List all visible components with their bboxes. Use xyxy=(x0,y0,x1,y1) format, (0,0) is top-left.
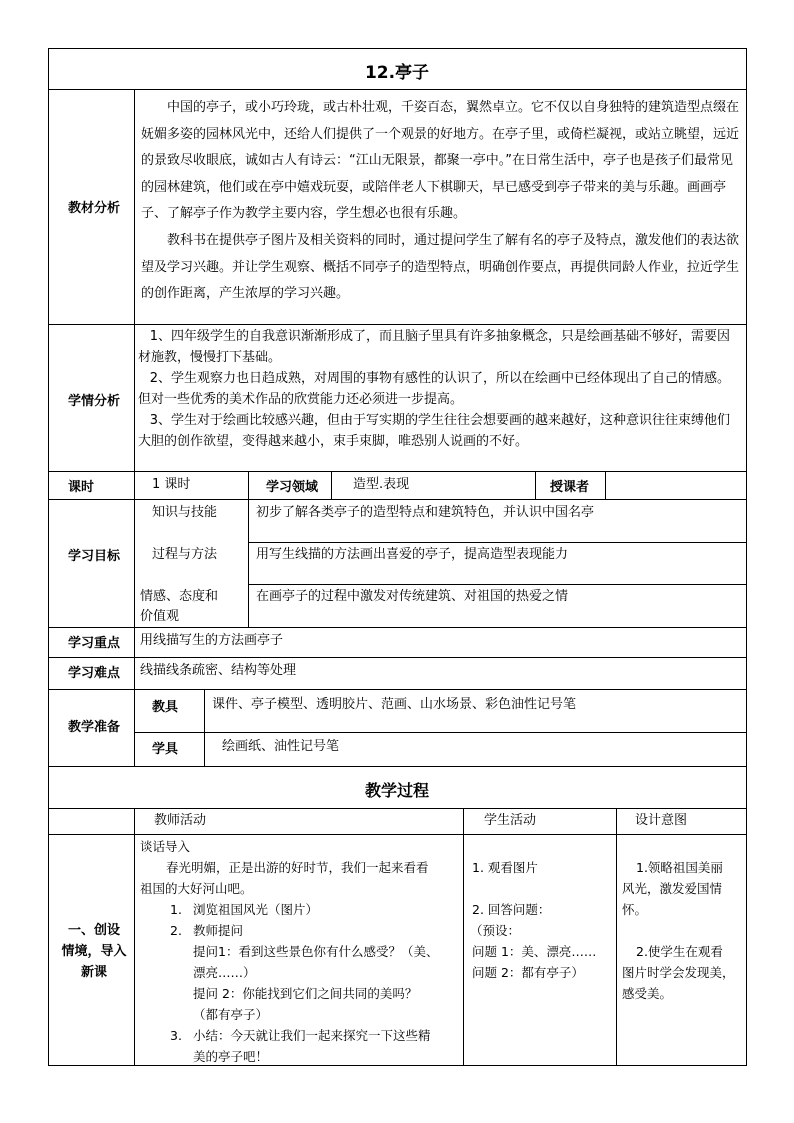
teacher-label: 授课者 xyxy=(550,480,590,495)
teaching-material-label: 教材分析 xyxy=(68,201,121,216)
row-divider xyxy=(48,499,747,500)
key-point-value: 用线描写生的方法画亭子 xyxy=(140,633,284,648)
row-divider xyxy=(248,584,747,585)
row-divider xyxy=(48,834,747,835)
process-title: 教学过程 xyxy=(364,781,429,800)
objective-process-key: 过程与方法 xyxy=(152,547,218,562)
key-point-label: 学习重点 xyxy=(68,636,121,651)
row-divider xyxy=(48,89,747,90)
preparation-label: 教学准备 xyxy=(68,720,121,735)
col-teacher-activity: 教师活动 xyxy=(154,813,207,828)
stage-label xyxy=(58,920,130,983)
col-divider xyxy=(248,499,249,627)
difficulty-label: 学习难点 xyxy=(68,666,121,681)
teacher-item-number: 3. xyxy=(170,1028,182,1043)
objective-process-value: 用写生线描的方法画出喜爱的亭子，提高造型表现能力 xyxy=(256,547,569,562)
teacher-question: 提问 2：你能找到它们之间共同的美吗？ xyxy=(193,986,418,1001)
intent-line: 风光，激发爱国情 xyxy=(622,881,723,896)
student-line: 问题 2：都有亭子） xyxy=(472,965,584,980)
lesson-title: 12.亭子 xyxy=(364,63,430,83)
col-divider xyxy=(331,471,332,499)
stage-label-line: 新课 xyxy=(80,965,107,980)
student-line: （预设： xyxy=(470,923,521,938)
teaching-material-p1: 中国的亭子，或小巧玲珑，或古朴壮观，千姿百态，翼然卓立。它不仅以自身独特的建筑造型点缀在妩媚多姿的园林风光中，还给人们提供了一个观景的好地方。在亭子里，或倚栏凝视，或站立眺望，远近的景致尽收眼底，诚如古人有诗云：“江山无限景，都聚一亭中。”在日常生活中，亭子也是孩子们最常见的园林建筑，他们或在亭中嬉戏玩耍，或陪伴老人下棋聊天，早已感受到亭子带来的美与乐趣。画画亭子、了解亭子作为教学主要内容，学生想必也很有乐趣。 xyxy=(141,100,740,221)
student-analysis-label: 学情分析 xyxy=(68,394,121,409)
row-divider xyxy=(48,689,747,690)
student-analysis-p1: 1、四年级学生的自我意识渐渐形成了，而且脑子里具有许多抽象概念，只是绘画基础不够好，需要因材施教，慢慢打下基础。 xyxy=(138,329,730,365)
teaching-tools-value: 课件、亭子模型、透明胶片、范画、山水场景、彩色油性记号笔 xyxy=(212,697,577,712)
intent-line: 图片时学会发现美， xyxy=(622,965,735,980)
row-divider xyxy=(48,766,747,767)
col-divider xyxy=(605,471,606,499)
student-line: 问题 1：美、漂亮…… xyxy=(472,944,597,959)
teacher-question: 提问1：看到这些景色你有什么感受？（美、 xyxy=(193,944,439,959)
row-divider xyxy=(48,627,747,628)
period-label: 课时 xyxy=(68,480,95,495)
objective-knowledge-key: 知识与技能 xyxy=(152,505,218,520)
row-divider xyxy=(48,808,747,809)
field-value: 造型.表现 xyxy=(353,477,410,492)
student-line: 2. 回答问题： xyxy=(472,902,551,917)
row-divider xyxy=(48,471,747,472)
teacher-item: 小结：今天就让我们一起来探究一下这些精 xyxy=(193,1028,431,1043)
row-divider xyxy=(248,542,747,543)
intent-line: 2.使学生在观看 xyxy=(636,944,723,959)
col-divider xyxy=(204,689,205,766)
objectives-label: 学习目标 xyxy=(68,549,121,564)
objective-knowledge-value: 初步了解各类亭子的造型特点和建筑特色，并认识中国名亭 xyxy=(256,505,595,520)
teaching-tools-label: 教具 xyxy=(152,700,179,715)
teacher-item-number: 1. xyxy=(170,902,182,917)
col-student-activity: 学生活动 xyxy=(484,813,537,828)
col-divider xyxy=(134,89,135,766)
teacher-item: 浏览祖国风光（图片） xyxy=(193,902,319,917)
stage-label-line: 一、创设 xyxy=(67,923,120,938)
intent-line: 怀。 xyxy=(622,902,648,917)
row-divider xyxy=(134,732,747,733)
row-divider xyxy=(48,324,747,325)
student-line: 1. 观看图片 xyxy=(472,860,538,875)
col-divider xyxy=(463,808,464,1066)
col-divider xyxy=(535,471,536,499)
intent-line: 1.领略祖国美丽 xyxy=(636,860,723,875)
teaching-material-p2: 教科书在提供亭子图片及相关资料的同时，通过提问学生了解有名的亭子及特点，激发他们的表达欲望及学习兴趣。并让学生观察、概括不同亭子的造型特点，明确创作要点，再提供同龄人作业，拉近学生的创作距离，产生浓厚的学习兴趣。 xyxy=(141,233,740,301)
teacher-item: 美的亭子吧！ xyxy=(193,1049,269,1064)
objective-emotion-value: 在画亭子的过程中激发对传统建筑、对祖国的热爱之情 xyxy=(256,589,569,604)
col-divider xyxy=(248,471,249,499)
learning-tools-value: 绘画纸、油性记号笔 xyxy=(222,739,340,754)
stage-label-line: 情境，导入 xyxy=(61,944,127,959)
field-label: 学习领域 xyxy=(266,480,319,495)
period-value: 1 课时 xyxy=(152,477,191,492)
teacher-item: 教师提问 xyxy=(193,923,244,938)
learning-tools-label: 学具 xyxy=(152,742,179,757)
teacher-line: 谈话导入 xyxy=(140,839,191,854)
col-divider xyxy=(616,808,617,1066)
col-divider xyxy=(134,808,135,1066)
intent-line: 感受美。 xyxy=(622,986,673,1001)
student-analysis-p2: 2、学生观察力也日趋成熟，对周围的事物有感性的认识了，所以在绘画中已经体现出了自己的情感。但对一些优秀的美术作品的欣赏能力还必须进一步提高。 xyxy=(138,371,730,407)
teacher-question: （都有亭子） xyxy=(193,1007,269,1022)
student-analysis-p3: 3、学生对于绘画比较感兴趣，但由于写实期的学生往往会想要画的越来越好，这种意识往往束缚他们大胆的创作欲望，变得越来越小，束手束脚，唯恐别人说画的不好。 xyxy=(138,413,730,449)
teacher-item-number: 2. xyxy=(170,923,182,938)
objective-emotion-key: 情感、态度和 xyxy=(140,589,219,604)
teacher-question: 漂亮……） xyxy=(193,965,256,980)
teacher-line: 春光明媚，正是出游的好时节，我们一起来看看 xyxy=(166,860,429,875)
row-divider xyxy=(48,657,747,658)
col-design-intent: 设计意图 xyxy=(635,813,688,828)
objective-emotion-key-2: 价值观 xyxy=(140,609,180,624)
teacher-line: 祖国的大好河山吧。 xyxy=(140,881,253,896)
difficulty-value: 线描线条疏密、结构等处理 xyxy=(140,663,297,678)
